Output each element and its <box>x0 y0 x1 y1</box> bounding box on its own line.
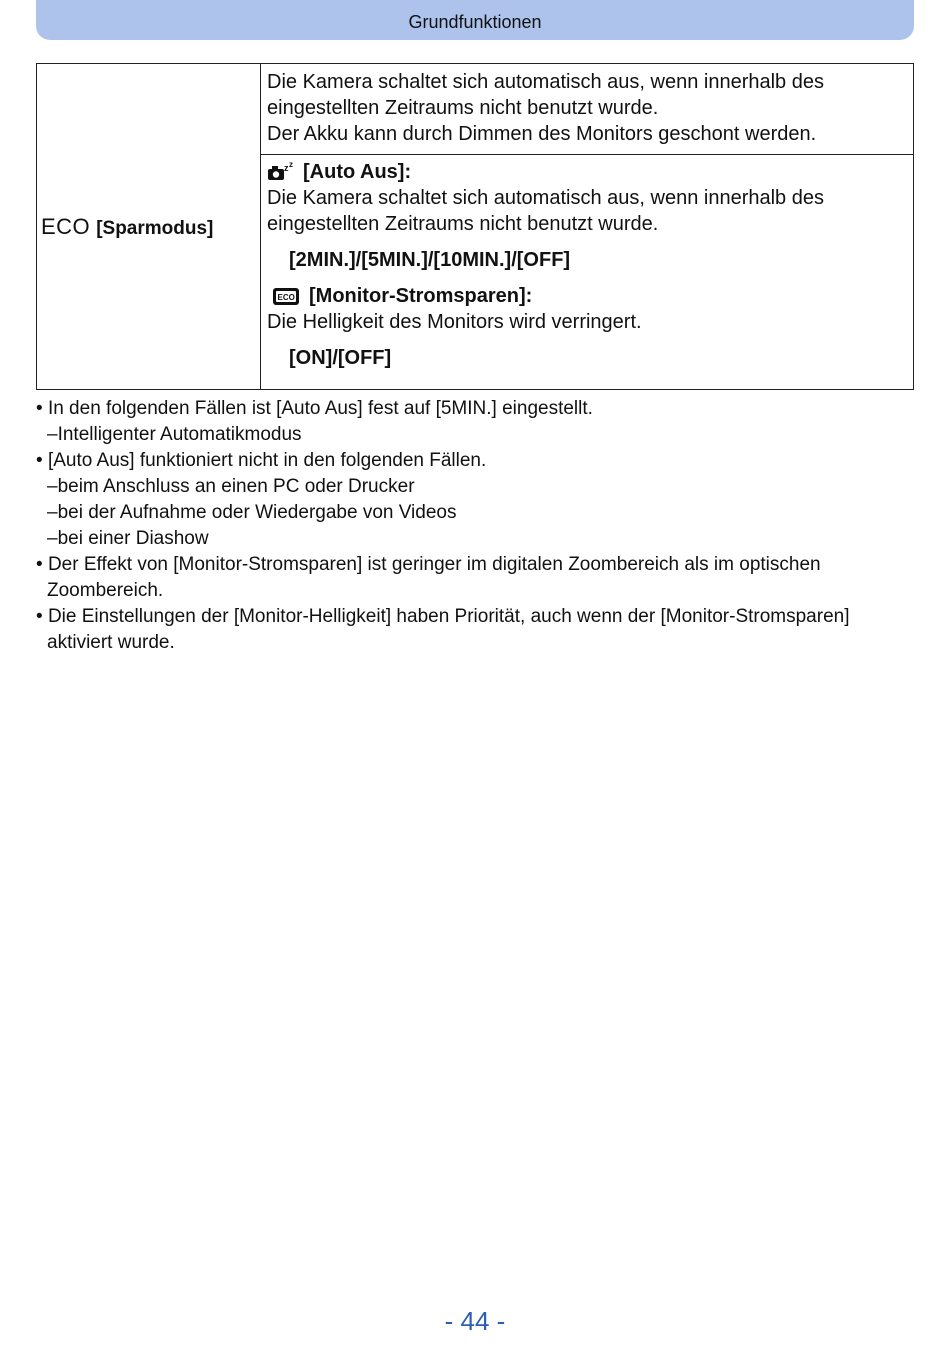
bullet-marker: • <box>36 398 43 419</box>
page-number: - 44 - <box>444 1306 506 1336</box>
monitor-saver-choices: [ON]/[OFF] <box>289 347 392 369</box>
note-item <box>36 448 896 474</box>
setting-label-cell <box>37 64 261 390</box>
bullet-marker: • <box>36 606 43 627</box>
description-line: eingestellten Zeitraums nicht benutzt wurde. <box>267 97 659 119</box>
svg-text:z: z <box>284 163 289 173</box>
monitor-eco-icon <box>267 285 301 307</box>
auto-off-choices: [2MIN.]/[5MIN.]/[10MIN.]/[OFF] <box>289 249 571 271</box>
bullet-marker: • <box>36 554 43 575</box>
description-line: Der Akku kann durch Dimmen des Monitors geschont werden. <box>267 123 817 145</box>
setting-description-cell <box>261 64 914 155</box>
monitor-saver-heading <box>267 283 907 309</box>
bullet-marker: • <box>36 450 43 471</box>
svg-text:z: z <box>289 161 293 169</box>
camera-sleep-icon <box>267 161 295 183</box>
note-text: Die Einstellungen der [Monitor-Helligkeit] haben Priorität, auch wenn der [Monitor-Stromsparen] aktiviert wurde. <box>47 606 850 653</box>
note-subitem: –Intelligenter Automatikmodus <box>47 424 302 445</box>
note-item <box>36 396 896 422</box>
note-text: [Auto Aus] funktioniert nicht in den folgenden Fällen. <box>47 450 487 471</box>
note-text: In den folgenden Fällen ist [Auto Aus] fest auf [5MIN.] eingestellt. <box>47 398 593 419</box>
note-subitem: –beim Anschluss an einen PC oder Drucker <box>47 476 415 497</box>
note-item <box>36 604 896 656</box>
settings-table <box>36 63 914 390</box>
auto-off-text: Die Kamera schaltet sich automatisch aus, wenn innerhalb des <box>267 187 824 209</box>
note-subitem: –bei einer Diashow <box>47 528 209 549</box>
monitor-saver-label: [Monitor-Stromsparen]: <box>309 285 533 307</box>
auto-off-label: [Auto Aus]: <box>303 161 412 183</box>
setting-options-cell <box>261 155 914 390</box>
note-text: Der Effekt von [Monitor-Stromsparen] ist geringer im digitalen Zoombereich als im optischen Zoombereich. <box>47 554 821 601</box>
table-row <box>37 64 914 155</box>
auto-off-heading <box>267 159 907 185</box>
section-title: Grundfunktionen <box>408 12 542 32</box>
monitor-saver-text: Die Helligkeit des Monitors wird verringert. <box>267 311 642 333</box>
eco-icon: ECO <box>41 213 91 239</box>
auto-off-text: eingestellten Zeitraums nicht benutzt wurde. <box>267 213 659 235</box>
note-item <box>36 552 896 604</box>
svg-text:ECO: ECO <box>277 293 295 302</box>
note-subitem: –bei der Aufnahme oder Wiedergabe von Videos <box>47 502 457 523</box>
notes-list <box>36 396 896 656</box>
section-header <box>36 0 914 40</box>
description-line: Die Kamera schaltet sich automatisch aus, wenn innerhalb des <box>267 71 824 93</box>
setting-name: [Sparmodus] <box>96 217 214 239</box>
